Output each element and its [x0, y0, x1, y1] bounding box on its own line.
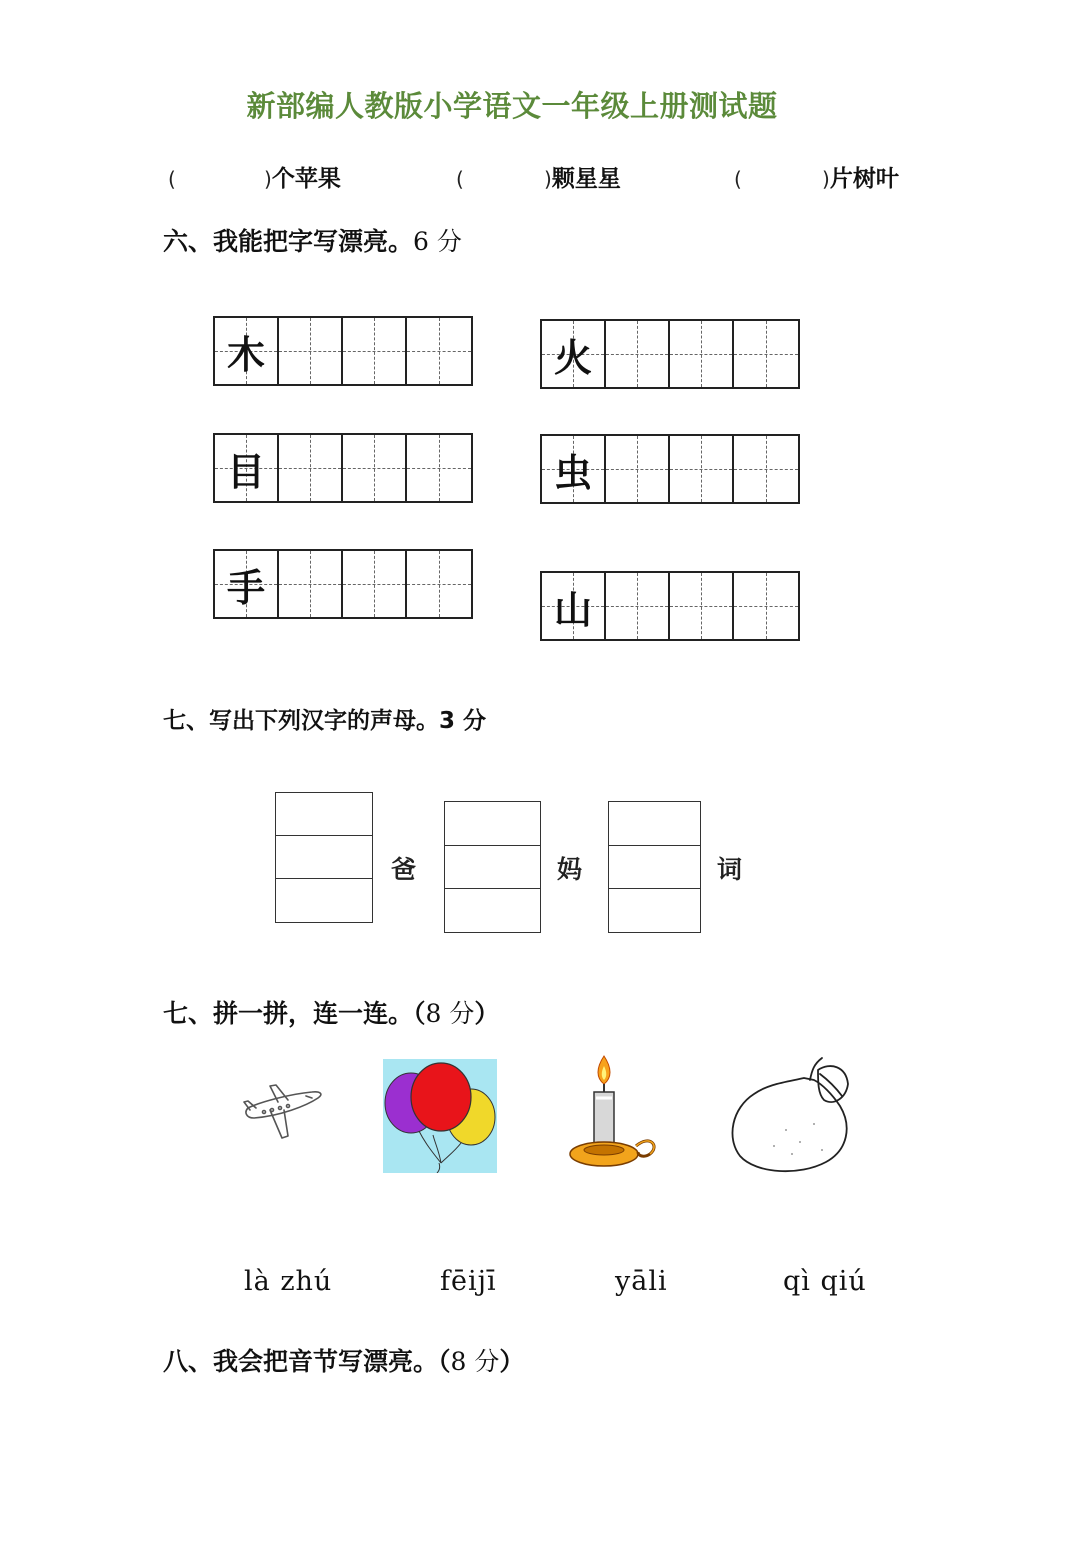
model-cell: 虫 — [542, 436, 606, 502]
section-7b-heading: 七、拼一拼，连一连。（8 分） — [163, 999, 500, 1028]
initial-box-stack[interactable] — [275, 792, 373, 923]
pinyin-word[interactable]: yāli — [615, 1266, 668, 1297]
writing-cell[interactable] — [279, 551, 343, 617]
writing-cell[interactable] — [734, 436, 798, 502]
model-cell: 手 — [215, 551, 279, 617]
writing-cell[interactable] — [734, 321, 798, 387]
section-score: 8 分 — [425, 999, 475, 1028]
writing-grid-row — [540, 571, 800, 641]
initial-box-stack[interactable] — [444, 801, 541, 933]
model-cell: 目 — [215, 435, 279, 501]
writing-cell[interactable] — [606, 573, 670, 639]
hanzi-label: 词 — [717, 855, 743, 884]
measure-word-text: 颗星星 — [551, 166, 621, 192]
paren-open: ( — [734, 167, 742, 191]
measure-word-text: 片树叶 — [829, 166, 899, 192]
hanzi-label: 爸 — [391, 855, 417, 884]
section-7a-heading: 七、写出下列汉字的声母。3 分 — [163, 708, 487, 734]
pinyin-word[interactable]: qì qiú — [783, 1266, 867, 1297]
measure-word-item-3 — [734, 160, 899, 193]
paren-open: ( — [456, 167, 464, 191]
section-score: 3 分 — [439, 708, 487, 734]
model-cell: 木 — [215, 318, 279, 384]
writing-cell[interactable] — [734, 573, 798, 639]
writing-cell[interactable] — [279, 318, 343, 384]
writing-cell[interactable] — [670, 321, 734, 387]
writing-cell[interactable] — [670, 436, 734, 502]
hanzi-label: 妈 — [557, 855, 583, 884]
writing-cell[interactable] — [343, 551, 407, 617]
balloons-icon[interactable] — [383, 1059, 497, 1173]
writing-grid-row — [213, 316, 473, 386]
model-cell: 山 — [542, 573, 606, 639]
pinyin-word[interactable]: fēijī — [440, 1266, 497, 1297]
paren-open: ( — [168, 167, 176, 191]
candle-icon[interactable] — [566, 1052, 662, 1176]
writing-cell[interactable] — [606, 436, 670, 502]
writing-grid-row — [540, 319, 800, 389]
model-cell: 火 — [542, 321, 606, 387]
writing-cell[interactable] — [407, 435, 471, 501]
section-score: 6 分 — [413, 227, 462, 256]
writing-cell[interactable] — [670, 573, 734, 639]
writing-cell[interactable] — [407, 318, 471, 384]
measure-word-text: 个苹果 — [271, 166, 341, 192]
writing-cell[interactable] — [343, 435, 407, 501]
initial-box-stack[interactable] — [608, 801, 701, 933]
writing-grid-row — [213, 433, 473, 503]
pinyin-word[interactable]: là zhú — [244, 1266, 333, 1297]
writing-cell[interactable] — [279, 435, 343, 501]
writing-cell[interactable] — [407, 551, 471, 617]
measure-word-item-1 — [168, 160, 341, 193]
section-score: 8 分 — [450, 1347, 500, 1376]
page-title: 新部编人教版小学语文一年级上册测试题 — [246, 89, 778, 123]
measure-word-item-2 — [456, 160, 621, 193]
writing-cell[interactable] — [343, 318, 407, 384]
paren-close: ) — [544, 167, 552, 191]
section-6-heading: 六、我能把字写漂亮。6 分 — [163, 227, 462, 256]
section-8-heading: 八、我会把音节写漂亮。（8 分） — [163, 1347, 525, 1376]
paren-close: ) — [264, 167, 272, 191]
writing-cell[interactable] — [606, 321, 670, 387]
paren-close: ) — [822, 167, 830, 191]
writing-grid-row — [213, 549, 473, 619]
writing-grid-row — [540, 434, 800, 504]
pear-icon[interactable] — [726, 1054, 856, 1176]
airplane-icon[interactable] — [240, 1080, 326, 1142]
